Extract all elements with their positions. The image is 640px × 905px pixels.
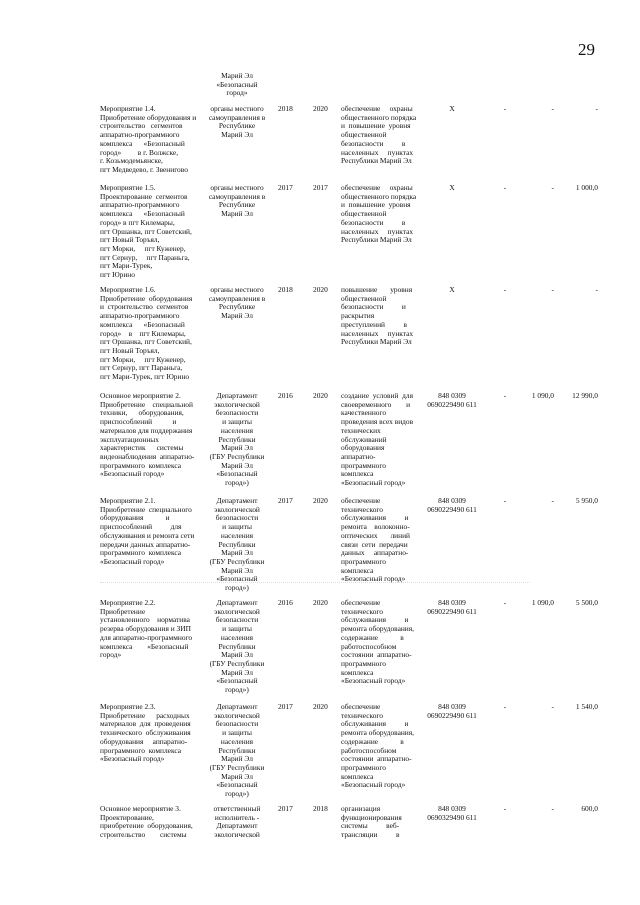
start-year: 2017 — [278, 496, 293, 505]
value-2: - — [551, 702, 554, 711]
event-cell: Основное мероприятие 3. Проектирование, приобретение оборудования, строительство системы — [100, 804, 193, 840]
value-1: - — [503, 183, 507, 192]
value-3: 5 500,0 — [575, 598, 598, 607]
event-cell: Мероприятие 2.3. Приобретение расходных материалов для проведения технического обслуживания оборудования аппаратно- программного комплекса «Безопасный город» — [100, 702, 191, 764]
end-year: 2018 — [313, 804, 328, 813]
start-year: 2018 — [278, 104, 293, 113]
value-2: - — [551, 496, 554, 505]
responsible-cell: ответственный исполнитель - Департамент экологической — [213, 804, 261, 840]
result-cell: обеспечение охраны общественного порядка и повышение уровня общественной безопасности в населенных пунктах Республики Марий Эл — [341, 183, 417, 245]
result-cell: организация функционирования системы веб- трансляции в — [341, 804, 402, 840]
event-cell: Основное мероприятие 2. Приобретение специальной техники, оборудования, приспособлений и материалов для поддержания эксплуатационных характеристик системы видеонаблюдения аппаратно- программного комплекса «Безопасный город» — [100, 391, 195, 479]
budget-code: X — [449, 104, 455, 113]
value-2: - — [551, 285, 554, 294]
event-cell: Мероприятие 2.1. Приобретение специального оборудования и приспособлений для обслуживания и ремонта сети передачи данных аппаратно- программного комплекса «Безопасный город» — [100, 496, 195, 566]
start-year: 2017 — [278, 183, 293, 192]
responsible-cell: Департамент экологической безопасности и защиты населения Республики Марий Эл (ГБУ Республики Марий Эл «Безопасный город») — [209, 391, 265, 488]
end-year: 2020 — [313, 598, 328, 607]
budget-code: 848 0309 0690229490 611 — [427, 702, 477, 720]
responsible-cell: органы местного самоуправления в Республике Марий Эл — [208, 285, 266, 321]
result-cell: обеспечение технического обслуживания и ремонта волоконно- оптических линий связи сети передачи данных аппаратно- программного комплекса «Безопасный город» — [341, 496, 410, 584]
event-cell: Мероприятие 1.4. Приобретение оборудования и строительство сегментов аппаратно-программного комплекса «Безопасный город» в г. Волжске, г. Козьмодемьянске, пгт Медведево, г. Звенигово — [100, 104, 197, 174]
responsible-cell: Департамент экологической безопасности и защиты населения Республики Марий Эл (ГБУ Республики Марий Эл «Безопасный город») — [209, 598, 265, 695]
result-cell: создание условий для своевременного и качественного проведения всех видов технических обслуживаний оборудования аппаратно- программного комплекса «Безопасный город» — [341, 391, 414, 488]
start-year: 2016 — [278, 391, 293, 400]
value-1: - — [503, 285, 507, 294]
value-3: - — [595, 285, 598, 294]
end-year: 2020 — [313, 285, 328, 294]
value-1: - — [503, 104, 507, 113]
responsible-cell: органы местного самоуправления в Республике Марий Эл — [208, 183, 266, 219]
result-cell: обеспечение охраны общественного порядка и повышение уровня общественной безопасности в населенных пунктах Республики Марий Эл — [341, 104, 417, 166]
end-year: 2020 — [313, 496, 328, 505]
page-number: 29 — [578, 40, 595, 59]
value-3: 12 990,0 — [572, 391, 598, 400]
event-cell: Мероприятие 2.2. Приобретение установленного норматива резерва оборудования и ЗИП для аппаратно-программного комплекса «Безопасный город» — [100, 598, 193, 660]
scan-dots — [100, 582, 530, 583]
value-1: - — [503, 496, 507, 505]
value-3: 600,0 — [581, 804, 598, 813]
value-1: - — [503, 702, 507, 711]
value-1: - — [503, 598, 507, 607]
value-2: - — [551, 804, 554, 813]
responsible-cell: Департамент экологической безопасности и защиты населения Республики Марий Эл (ГБУ Республики Марий Эл «Безопасный город») — [209, 496, 265, 593]
value-1: - — [503, 804, 507, 813]
value-3: 1 000,0 — [575, 183, 598, 192]
budget-code: X — [449, 285, 455, 294]
end-year: 2017 — [313, 183, 328, 192]
end-year: 2020 — [313, 104, 328, 113]
value-2: 1 090,0 — [531, 391, 554, 400]
budget-code: 848 0309 0690229490 611 — [427, 598, 477, 616]
end-year: 2020 — [313, 702, 328, 711]
value-2: 1 090,0 — [531, 598, 554, 607]
result-cell: обеспечение технического обслуживания и ремонта оборудования, содержание в работоспособном состоянии аппаратно- программного комплекса «Безопасный город» — [341, 702, 415, 790]
start-year: 2017 — [278, 702, 293, 711]
event-cell: Мероприятие 1.6. Приобретение оборудования и строительство сегментов аппаратно-программного комплекса «Безопасный город» в пгт Килемары, пгт Оршанка, пгт Советский, пгт Новый Торъял, пгт Морки, пгт Куженер, пгт Сернур, пгт Параньга, пгт Мари-Турек, пгт Юрино — [100, 285, 193, 382]
value-1: - — [503, 391, 507, 400]
start-year: 2016 — [278, 598, 293, 607]
event-cell: Мероприятие 1.5. Проектирование сегментов аппаратно-программного комплекса «Безопасный город» в пгт Килемары, пгт Оршанка, пгт Советский, пгт Новый Торъял, пгт Морки, пгт Куженер, пгт Сернур, пгт Параньга, пгт Мари-Турек, пгт Юрино — [100, 183, 192, 280]
value-3: - — [595, 104, 598, 113]
value-3: 1 540,0 — [575, 702, 598, 711]
budget-code: 848 0309 0690229490 611 — [427, 496, 477, 514]
responsible-cont: Марий Эл «Безопасный город» — [216, 71, 258, 98]
end-year: 2020 — [313, 391, 328, 400]
start-year: 2017 — [278, 804, 293, 813]
value-2: - — [551, 183, 554, 192]
budget-code: 848 0309 0690229490 611 — [427, 391, 477, 409]
value-3: 5 950,0 — [575, 496, 598, 505]
result-cell: обеспечение технического обслуживания и ремонта оборудования, содержание в работоспособном состоянии аппаратно- программного комплекса «Безопасный город» — [341, 598, 415, 686]
value-2: - — [551, 104, 554, 113]
budget-code: 848 0309 0690329490 611 — [427, 804, 477, 822]
start-year: 2018 — [278, 285, 293, 294]
responsible-cell: органы местного самоуправления в Республике Марий Эл — [208, 104, 266, 140]
result-cell: повышение уровня общественной безопасности и раскрытия преступлений в населенных пунктах Республики Марий Эл — [341, 285, 414, 347]
budget-code: X — [449, 183, 455, 192]
responsible-cell: Департамент экологической безопасности и защиты населения Республики Марий Эл (ГБУ Республики Марий Эл «Безопасный город») — [209, 702, 265, 799]
